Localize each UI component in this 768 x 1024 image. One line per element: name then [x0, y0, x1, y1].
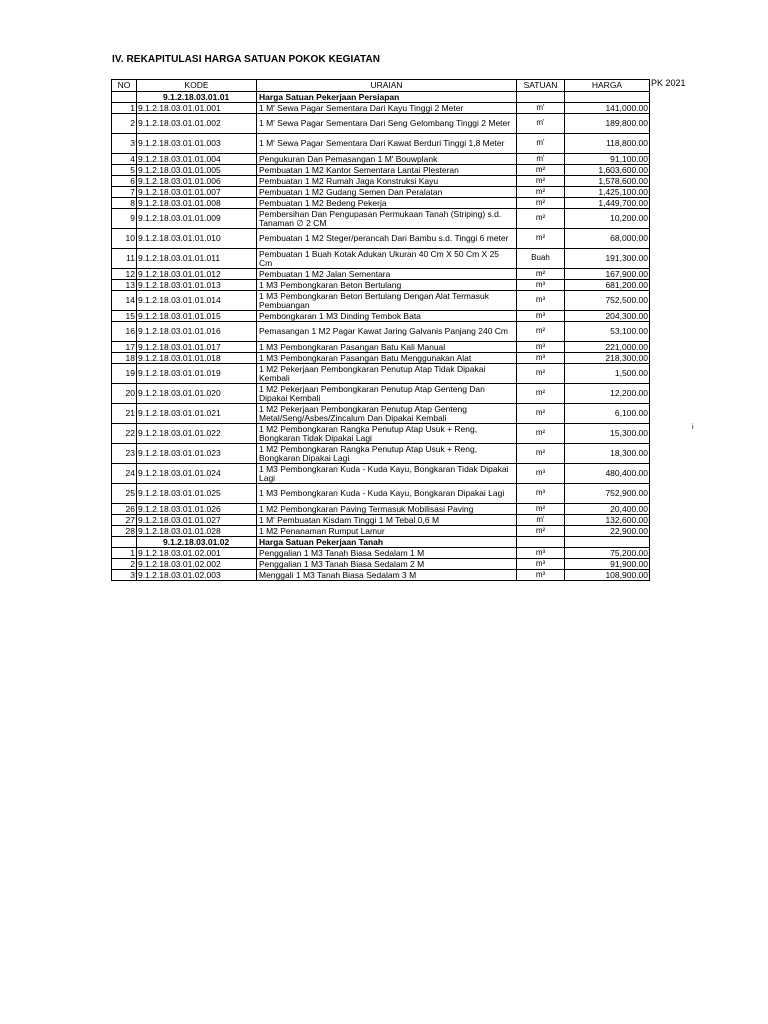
- row-code-cell: 9.1.2.18.03.01.02.001: [137, 548, 257, 559]
- row-description-cell: Pemasangan 1 M2 Pagar Kawat Jaring Galvanis Panjang 240 Cm: [257, 322, 517, 342]
- row-price-cell: 221,000.00: [565, 342, 650, 353]
- row-no-cell: 21: [112, 404, 137, 424]
- row-code-cell: 9.1.2.18.03.01.01.017: [137, 342, 257, 353]
- table-row: [112, 515, 650, 526]
- row-unit-cell: m': [517, 134, 565, 154]
- row-no-cell: 16: [112, 322, 137, 342]
- row-price-cell: 68,000.00: [565, 229, 650, 249]
- row-description-cell: Penggalian 1 M3 Tanah Biasa Sedalam 2 M: [257, 559, 517, 570]
- table-row: [112, 249, 650, 269]
- row-description-cell: Pembuatan 1 M2 Jalan Sementara: [257, 269, 517, 280]
- table-row: [112, 364, 650, 384]
- row-price-cell: 681,200.00: [565, 280, 650, 291]
- row-code-cell: 9.1.2.18.03.01.01.010: [137, 229, 257, 249]
- row-unit-cell: m³: [517, 280, 565, 291]
- row-satuan-cell: [517, 92, 565, 103]
- row-no-cell: 3: [112, 134, 137, 154]
- group-code-cell: 9.1.2.18.03.01.02: [137, 537, 257, 548]
- row-unit-cell: m²: [517, 269, 565, 280]
- row-description-cell: Pembuatan 1 M2 Kantor Sementara Lantai Plesteran: [257, 165, 517, 176]
- row-price-cell: 6,100.00: [565, 404, 650, 424]
- row-code-cell: 9.1.2.18.03.01.01.012: [137, 269, 257, 280]
- row-code-cell: 9.1.2.18.03.01.01.001: [137, 103, 257, 114]
- table-header-row: [112, 80, 650, 92]
- row-code-cell: 9.1.2.18.03.01.01.004: [137, 154, 257, 165]
- row-code-cell: 9.1.2.18.03.01.01.018: [137, 353, 257, 364]
- row-description-cell: Penggalian 1 M3 Tanah Biasa Sedalam 1 M: [257, 548, 517, 559]
- row-code-cell: 9.1.2.18.03.01.01.020: [137, 384, 257, 404]
- row-price-cell: 480,400.00: [565, 464, 650, 484]
- table-row: [112, 570, 650, 581]
- row-description-cell: 1 M' Sewa Pagar Sementara Dari Seng Gelombang Tinggi 2 Meter: [257, 114, 517, 134]
- row-no-cell: 8: [112, 198, 137, 209]
- row-unit-cell: m²: [517, 187, 565, 198]
- row-unit-cell: m²: [517, 165, 565, 176]
- header-harga: HARGA: [565, 80, 650, 92]
- row-description-cell: 1 M3 Pembongkaran Kuda - Kuda Kayu, Bongkaran Tidak Dipakai Lagi: [257, 464, 517, 484]
- row-unit-cell: Buah: [517, 249, 565, 269]
- row-unit-cell: m': [517, 114, 565, 134]
- header-no: NO: [112, 80, 137, 92]
- table-body: [112, 92, 650, 581]
- table-row: [112, 548, 650, 559]
- row-unit-cell: m': [517, 154, 565, 165]
- row-code-cell: 9.1.2.18.03.01.01.008: [137, 198, 257, 209]
- row-description-cell: Pembongkaran 1 M3 Dinding Tembok Bata: [257, 311, 517, 322]
- table-row: [112, 424, 650, 444]
- row-no-cell: 7: [112, 187, 137, 198]
- row-price-cell: 12,200.00: [565, 384, 650, 404]
- row-description-cell: Pengukuran Dan Pemasangan 1 M' Bouwplank: [257, 154, 517, 165]
- row-unit-cell: m³: [517, 548, 565, 559]
- row-code-cell: 9.1.2.18.03.01.01.027: [137, 515, 257, 526]
- row-price-cell: 10,200.00: [565, 209, 650, 229]
- table-row: [112, 103, 650, 114]
- table-row: [112, 280, 650, 291]
- header-uraian: URAIAN: [257, 80, 517, 92]
- row-price-cell: 1,425,100.00: [565, 187, 650, 198]
- row-no-cell: 27: [112, 515, 137, 526]
- row-description-cell: Pembuatan 1 M2 Steger/perancah Dari Bambu s.d. Tinggi 6 meter: [257, 229, 517, 249]
- table-row: [112, 229, 650, 249]
- price-recap-table: [111, 79, 650, 581]
- row-code-cell: 9.1.2.18.03.01.01.024: [137, 464, 257, 484]
- row-code-cell: 9.1.2.18.03.01.01.016: [137, 322, 257, 342]
- table-row: [112, 526, 650, 537]
- table-row: [112, 322, 650, 342]
- row-price-cell: 167,900.00: [565, 269, 650, 280]
- row-no-cell: 2: [112, 559, 137, 570]
- row-no-cell: 19: [112, 364, 137, 384]
- side-fragment-text: PK 2021: [651, 78, 686, 88]
- row-code-cell: 9.1.2.18.03.01.01.021: [137, 404, 257, 424]
- row-unit-cell: m²: [517, 364, 565, 384]
- table-row: [112, 291, 650, 311]
- row-description-cell: 1 M' Sewa Pagar Sementara Dari Kayu Tinggi 2 Meter: [257, 103, 517, 114]
- row-description-cell: 1 M2 Pembongkaran Rangka Penutup Atap Usuk + Reng, Bongkaran Dipakai Lagi: [257, 444, 517, 464]
- row-unit-cell: m²: [517, 444, 565, 464]
- row-code-cell: 9.1.2.18.03.01.01.014: [137, 291, 257, 311]
- row-description-cell: 1 M2 Pekerjaan Pembongkaran Penutup Atap Genteng Dan Dipakai Kembali: [257, 384, 517, 404]
- row-no-cell: 1: [112, 548, 137, 559]
- row-description-cell: Menggali 1 M3 Tanah Biasa Sedalam 3 M: [257, 570, 517, 581]
- row-description-cell: 1 M2 Penanaman Rumput Lamur: [257, 526, 517, 537]
- row-no-cell: 23: [112, 444, 137, 464]
- row-satuan-cell: [517, 537, 565, 548]
- table-row: [112, 311, 650, 322]
- table-row: [112, 114, 650, 134]
- row-price-cell: 15,300.00: [565, 424, 650, 444]
- row-price-cell: 108,900.00: [565, 570, 650, 581]
- row-no-cell: 3: [112, 570, 137, 581]
- group-header-row: [112, 92, 650, 103]
- header-satuan: SATUAN: [517, 80, 565, 92]
- table-row: [112, 187, 650, 198]
- table-row: [112, 269, 650, 280]
- row-code-cell: 9.1.2.18.03.01.01.025: [137, 484, 257, 504]
- row-price-cell: 75,200.00: [565, 548, 650, 559]
- row-price-cell: 91,900.00: [565, 559, 650, 570]
- row-unit-cell: m³: [517, 353, 565, 364]
- table-row: [112, 154, 650, 165]
- row-code-cell: 9.1.2.18.03.01.01.015: [137, 311, 257, 322]
- row-code-cell: 9.1.2.18.03.01.01.011: [137, 249, 257, 269]
- row-price-cell: 1,578,600.00: [565, 176, 650, 187]
- row-description-cell: 1 M3 Pembongkaran Beton Bertulang: [257, 280, 517, 291]
- row-no-cell: 13: [112, 280, 137, 291]
- row-code-cell: 9.1.2.18.03.01.02.002: [137, 559, 257, 570]
- row-unit-cell: m²: [517, 322, 565, 342]
- row-description-cell: 1 M3 Pembongkaran Pasangan Batu Menggunakan Alat: [257, 353, 517, 364]
- row-price-cell: 204,300.00: [565, 311, 650, 322]
- row-unit-cell: m': [517, 103, 565, 114]
- row-unit-cell: m³: [517, 464, 565, 484]
- row-description-cell: 1 M2 Pekerjaan Pembongkaran Penutup Atap Genteng Metal/Seng/Asbes/Zincalum Dan Dipakai Kembali: [257, 404, 517, 424]
- row-price-cell: 141,000.00: [565, 103, 650, 114]
- table-row: [112, 198, 650, 209]
- row-code-cell: 9.1.2.18.03.01.01.003: [137, 134, 257, 154]
- document-title: IV. REKAPITULASI HARGA SATUAN POKOK KEGIATAN: [112, 54, 381, 65]
- row-price-cell: 218,300.00: [565, 353, 650, 364]
- row-no-cell: 28: [112, 526, 137, 537]
- row-no-cell: 10: [112, 229, 137, 249]
- row-unit-cell: m²: [517, 404, 565, 424]
- row-description-cell: Pembuatan 1 M2 Bedeng Pekerja: [257, 198, 517, 209]
- row-price-cell: 132,600.00: [565, 515, 650, 526]
- row-description-cell: 1 M2 Pembongkaran Paving Termasuk Mobilisasi Paving: [257, 504, 517, 515]
- row-price-cell: 1,449,700.00: [565, 198, 650, 209]
- table-row: [112, 165, 650, 176]
- row-no-cell: 22: [112, 424, 137, 444]
- row-no-cell: [112, 537, 137, 548]
- row-code-cell: 9.1.2.18.03.01.01.023: [137, 444, 257, 464]
- row-description-cell: 1 M2 Pembongkaran Rangka Penutup Atap Usuk + Reng, Bongkaran Tidak Dipakai Lagi: [257, 424, 517, 444]
- table-row: [112, 464, 650, 484]
- row-description-cell: Pembersihan Dan Pengupasan Permukaan Tanah (Striping) s.d. Tanaman ∅ 2 CM: [257, 209, 517, 229]
- row-no-cell: 4: [112, 154, 137, 165]
- row-no-cell: 25: [112, 484, 137, 504]
- row-price-cell: 91,100.00: [565, 154, 650, 165]
- row-code-cell: 9.1.2.18.03.01.01.007: [137, 187, 257, 198]
- table-row: [112, 342, 650, 353]
- row-unit-cell: m': [517, 515, 565, 526]
- row-description-cell: 1 M3 Pembongkaran Beton Bertulang Dengan Alat Termasuk Pembuangan: [257, 291, 517, 311]
- table-row: [112, 404, 650, 424]
- row-description-cell: Pembuatan 1 M2 Gudang Semen Dan Peralatan: [257, 187, 517, 198]
- row-price-cell: 1,603,600.00: [565, 165, 650, 176]
- row-unit-cell: m³: [517, 570, 565, 581]
- row-unit-cell: m²: [517, 198, 565, 209]
- row-description-cell: 1 M' Sewa Pagar Sementara Dari Kawat Berduri Tinggi 1,8 Meter: [257, 134, 517, 154]
- row-price-cell: 18,300.00: [565, 444, 650, 464]
- row-description-cell: 1 M' Pembuatan Kisdam Tinggi 1 M Tebal 0,6 M: [257, 515, 517, 526]
- row-no-cell: 5: [112, 165, 137, 176]
- row-no-cell: 1: [112, 103, 137, 114]
- table-row: [112, 484, 650, 504]
- table-row: [112, 176, 650, 187]
- row-unit-cell: m³: [517, 342, 565, 353]
- row-unit-cell: m²: [517, 384, 565, 404]
- row-unit-cell: m²: [517, 176, 565, 187]
- group-title-cell: Harga Satuan Pekerjaan Tanah: [257, 537, 517, 548]
- row-price-cell: 1,500.00: [565, 364, 650, 384]
- row-unit-cell: m³: [517, 559, 565, 570]
- group-code-cell: 9.1.2.18.03.01.01: [137, 92, 257, 103]
- row-description-cell: 1 M3 Pembongkaran Pasangan Batu Kali Manual: [257, 342, 517, 353]
- row-no-cell: [112, 92, 137, 103]
- row-no-cell: 18: [112, 353, 137, 364]
- row-code-cell: 9.1.2.18.03.01.01.019: [137, 364, 257, 384]
- row-no-cell: 20: [112, 384, 137, 404]
- row-code-cell: 9.1.2.18.03.01.01.009: [137, 209, 257, 229]
- row-no-cell: 6: [112, 176, 137, 187]
- table-row: [112, 444, 650, 464]
- row-price-cell: 752,500.00: [565, 291, 650, 311]
- table-row: [112, 353, 650, 364]
- row-price-cell: 20,400.00: [565, 504, 650, 515]
- row-code-cell: 9.1.2.18.03.01.01.013: [137, 280, 257, 291]
- row-unit-cell: m²: [517, 229, 565, 249]
- row-unit-cell: m³: [517, 291, 565, 311]
- row-no-cell: 9: [112, 209, 137, 229]
- table-row: [112, 384, 650, 404]
- row-price-cell: 752,900.00: [565, 484, 650, 504]
- row-no-cell: 26: [112, 504, 137, 515]
- row-unit-cell: m³: [517, 484, 565, 504]
- row-unit-cell: m²: [517, 424, 565, 444]
- group-title-cell: Harga Satuan Pekerjaan Persiapan: [257, 92, 517, 103]
- row-price-cell: 22,900.00: [565, 526, 650, 537]
- row-harga-cell: [565, 537, 650, 548]
- row-description-cell: Pembuatan 1 M2 Rumah Jaga Konstruksi Kayu: [257, 176, 517, 187]
- row-price-cell: 191,300.00: [565, 249, 650, 269]
- row-price-cell: 53,100.00: [565, 322, 650, 342]
- table-row: [112, 209, 650, 229]
- table-row: [112, 559, 650, 570]
- group-header-row: [112, 537, 650, 548]
- row-no-cell: 14: [112, 291, 137, 311]
- row-code-cell: 9.1.2.18.03.01.02.003: [137, 570, 257, 581]
- table-row: [112, 134, 650, 154]
- row-price-cell: 118,800.00: [565, 134, 650, 154]
- row-description-cell: 1 M3 Pembongkaran Kuda - Kuda Kayu, Bongkaran Dipakai Lagi: [257, 484, 517, 504]
- row-harga-cell: [565, 92, 650, 103]
- row-no-cell: 12: [112, 269, 137, 280]
- row-price-cell: 189,800.00: [565, 114, 650, 134]
- row-no-cell: 15: [112, 311, 137, 322]
- header-kode: KODE: [137, 80, 257, 92]
- row-code-cell: 9.1.2.18.03.01.01.022: [137, 424, 257, 444]
- table-row: [112, 504, 650, 515]
- row-description-cell: 1 M2 Pekerjaan Pembongkaran Penutup Atap Tidak Dipakai Kembali: [257, 364, 517, 384]
- row-code-cell: 9.1.2.18.03.01.01.026: [137, 504, 257, 515]
- row-unit-cell: m²: [517, 504, 565, 515]
- row-no-cell: 2: [112, 114, 137, 134]
- row-code-cell: 9.1.2.18.03.01.01.005: [137, 165, 257, 176]
- row-no-cell: 11: [112, 249, 137, 269]
- row-no-cell: 24: [112, 464, 137, 484]
- row-unit-cell: m²: [517, 526, 565, 537]
- row-unit-cell: m³: [517, 311, 565, 322]
- row-code-cell: 9.1.2.18.03.01.01.002: [137, 114, 257, 134]
- row-code-cell: 9.1.2.18.03.01.01.028: [137, 526, 257, 537]
- row-no-cell: 17: [112, 342, 137, 353]
- row-unit-cell: m²: [517, 209, 565, 229]
- side-mark: i: [692, 424, 694, 431]
- row-code-cell: 9.1.2.18.03.01.01.006: [137, 176, 257, 187]
- row-description-cell: Pembuatan 1 Buah Kotak Adukan Ukuran 40 Cm X 50 Cm X 25 Cm: [257, 249, 517, 269]
